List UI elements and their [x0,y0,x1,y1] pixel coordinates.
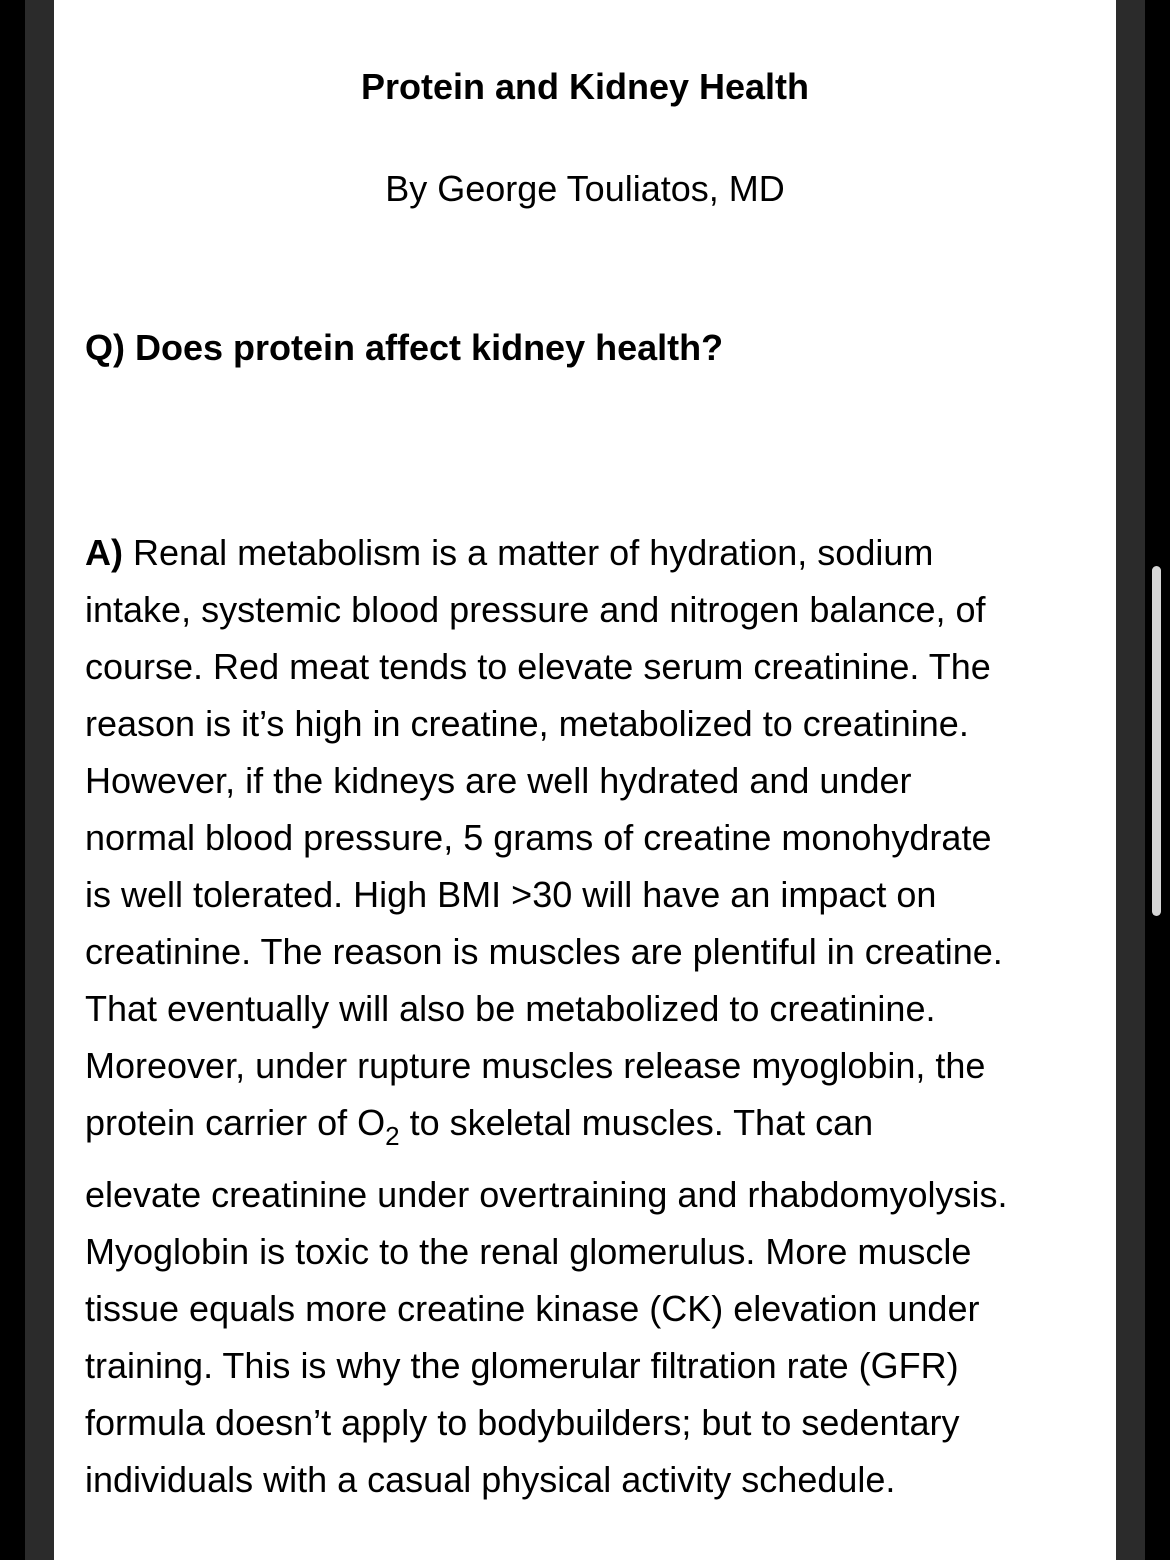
answer-line: reason is it’s high in creatine, metabolized to creatinine. [85,703,969,744]
answer-line: creatinine. The reason is muscles are plentiful in creatine. [85,931,1003,972]
answer-line: training. This is why the glomerular filtration rate (GFR) [85,1345,959,1386]
scrollbar-thumb[interactable] [1152,566,1161,916]
oxygen-text-before: protein carrier of O [85,1102,386,1143]
answer-text: Renal metabolism is a matter of hydration, sodium [123,532,934,573]
answer-label: A) [85,532,123,573]
answer-line: individuals with a casual physical activity schedule. [85,1459,896,1500]
answer-line-oxygen [85,1094,1095,1166]
answer-line: normal blood pressure, 5 grams of creatine monohydrate [85,817,992,858]
oxygen-text-after: to skeletal muscles. That can [399,1102,874,1143]
answer-line: course. Red meat tends to elevate serum creatinine. The [85,646,991,687]
answer-paragraph [85,524,1095,1508]
document-page[interactable] [54,0,1116,1560]
left-border [0,0,25,1560]
answer-line: intake, systemic blood pressure and nitrogen balance, of [85,589,986,630]
answer-line: Moreover, under rupture muscles release myoglobin, the [85,1045,986,1086]
answer-line: That eventually will also be metabolized to creatinine. [85,988,936,1029]
oxygen-subscript: 2 [385,1121,400,1151]
answer-line: is well tolerated. High BMI >30 will have an impact on [85,874,937,915]
answer-line: tissue equals more creatine kinase (CK) elevation under [85,1288,980,1329]
answer-line [85,524,1095,581]
answer-line: However, if the kidneys are well hydrated and under [85,760,912,801]
answer-line: Myoglobin is toxic to the renal glomerulus. More muscle [85,1231,972,1272]
right-side-strip [1116,0,1145,1560]
answer-line: elevate creatinine under overtraining and rhabdomyolysis. [85,1174,1008,1215]
page-title: Protein and Kidney Health [360,66,810,107]
question-heading: Q) Does protein affect kidney health? [85,327,724,368]
author-byline: By George Touliatos, MD [385,168,785,209]
left-side-strip [25,0,54,1560]
answer-line: formula doesn’t apply to bodybuilders; but to sedentary [85,1402,960,1443]
